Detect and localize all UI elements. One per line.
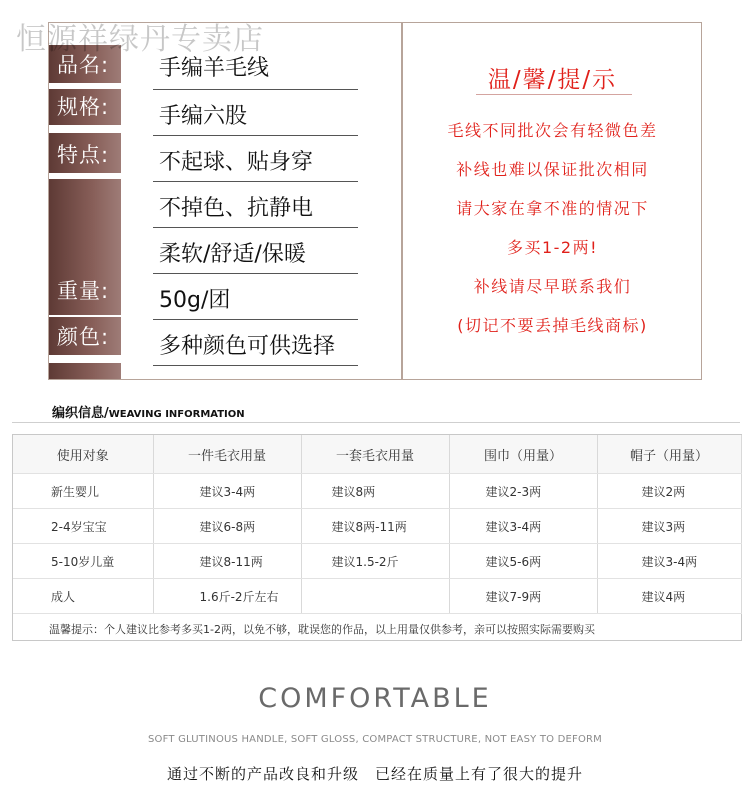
usage-cell: 建议2两 [597,474,741,509]
usage-cell: 建议3-4两 [153,474,301,509]
reminder-line: 多买1-2两! [506,238,599,257]
spec-label-color-text: 颜色: [57,325,110,349]
product-spec-panel [48,22,702,380]
spec-label-color [49,317,121,355]
spec-value-row [153,273,358,320]
usage-cell: 建议8-11两 [153,544,301,579]
spec-value-feature-1: 不起球、贴身穿 [159,150,314,175]
spec-label-feature [49,133,121,173]
spec-value-feature-2: 不掉色、抗静电 [159,196,314,221]
usage-cell: 新生婴儿 [13,474,153,509]
usage-table-wrapper [12,434,742,641]
usage-header-cell: 一件毛衣用量 [153,435,301,474]
spec-value-color: 多种颜色可供选择 [159,334,336,359]
usage-cell: 建议5-6两 [449,544,597,579]
usage-note: 温馨提示：个人建议比参考多买1-2两，以免不够，耽误您的作品，以上用量仅供参考，亲可以按照实际需要购买 [49,623,595,636]
store-watermark: 恒源祥绿丹专卖店 [16,22,264,57]
usage-cell: 建议2-3两 [449,474,597,509]
reminder-panel [404,23,701,379]
comfortable-subheading: SOFT GLUTINOUS HANDLE, SOFT GLOSS, COMPACT STRUCTURE, NOT EASY TO DEFORM [147,734,602,745]
usage-cell: 建议6-8两 [153,509,301,544]
spec-label-feature-text: 特点: [57,143,110,167]
spec-value-row [153,135,358,182]
usage-cell: 建议3-4两 [449,509,597,544]
spec-label-weight-text: 重量: [57,279,110,303]
usage-cell: 建议1.5-2斤 [301,544,449,579]
usage-table-header [13,435,741,474]
usage-cell: 建议4两 [597,579,741,614]
usage-header-cell: 使用对象 [13,435,153,474]
weaving-info-section [12,398,740,643]
spec-label-bottom-strip [49,363,121,379]
usage-cell: 建议3两 [597,509,741,544]
spec-value-row [153,319,358,366]
usage-cell [301,579,449,614]
spec-value-feature-3: 柔软/舒适/保暖 [159,242,306,267]
usage-cell: 建议7-9两 [449,579,597,614]
usage-cell: 建议8两-11两 [301,509,449,544]
usage-header-cell: 帽子（用量） [597,435,741,474]
weaving-info-title [52,402,245,421]
usage-header-cell: 一套毛衣用量 [301,435,449,474]
reminder-line: 补线请尽早联系我们 [473,277,632,296]
weaving-info-title-line [12,422,740,423]
spec-label-column [49,23,121,379]
reminder-title-underline [476,94,632,95]
spec-label-weight [49,179,121,315]
spec-divider [401,23,403,379]
usage-cell: 2-4岁宝宝 [13,509,153,544]
usage-cell: 5-10岁儿童 [13,544,153,579]
usage-cell: 1.6斤-2斤左右 [153,579,301,614]
comfortable-heading: COMFORTABLE [258,683,492,714]
usage-cell: 建议8两 [301,474,449,509]
spec-value-row [153,89,358,136]
reminder-line: 补线也难以保证批次相同 [456,160,649,179]
spec-label-spec-text: 规格: [57,95,110,119]
reminder-line: 毛线不同批次会有轻微色差 [447,121,658,140]
table-row [13,474,741,509]
usage-cell: 成人 [13,579,153,614]
spec-value-row [153,227,358,274]
weaving-info-title-en: WEAVING INFORMATION [108,409,245,420]
reminder-title: 温/馨/提/示 [487,67,618,93]
table-row [13,544,741,579]
usage-header-cell: 围巾（用量） [449,435,597,474]
spec-label-spec [49,89,121,125]
table-row [13,509,741,544]
weaving-info-title-cn: 编织信息/ [52,406,109,421]
quality-slogan: 通过不断的产品改良和升级 已经在质量上有了很大的提升 [166,765,583,783]
usage-table [13,435,742,614]
spec-value-weight: 50g/团 [159,288,231,313]
reminder-line: 请大家在拿不准的情况下 [456,199,649,218]
table-row [13,579,741,614]
spec-value-spec: 手编六股 [159,104,248,129]
usage-cell: 建议3-4两 [597,544,741,579]
spec-value-name: 手编羊毛线 [159,56,270,81]
reminder-line: (切记不要丢掉毛线商标) [457,316,648,335]
spec-value-row [153,181,358,228]
spec-label-name-text: 品名: [57,53,110,77]
